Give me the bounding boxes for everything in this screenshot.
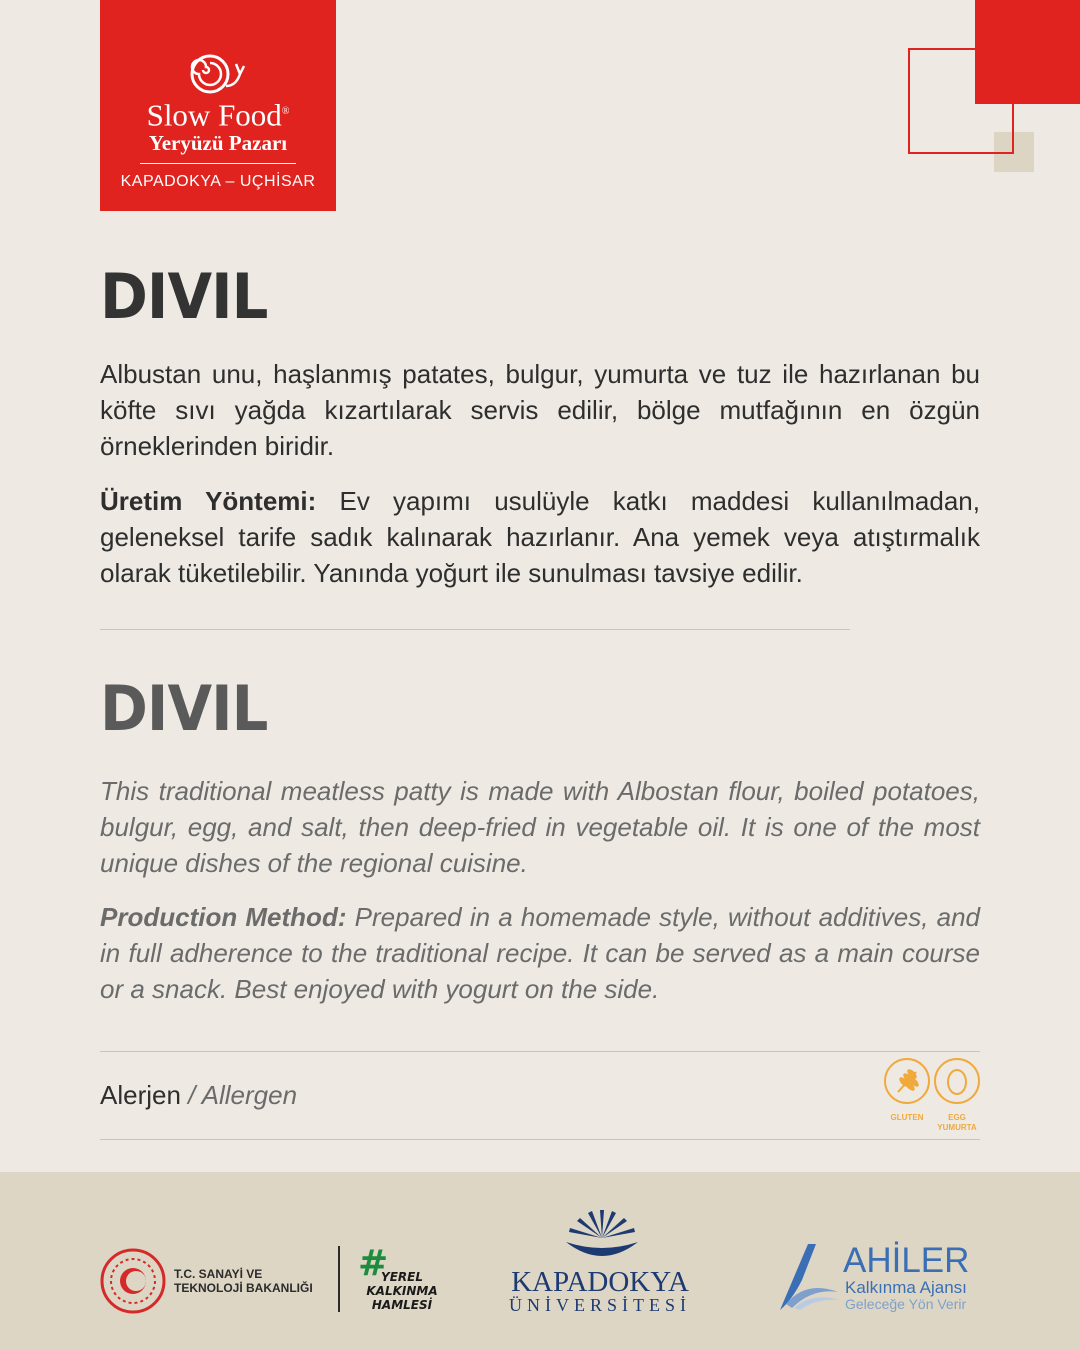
method-text-english: Prepared in a homemade style, without additives, and in full adherence to the traditional recipe. It can be served as a main course or a snack. Best enjoyed with yogurt on the side. xyxy=(100,902,980,1004)
method-label-turkish: Üretim Yöntemi: xyxy=(100,486,317,516)
agency-subtitle: Kalkınma Ajansı xyxy=(845,1278,967,1297)
egg-icon xyxy=(934,1058,980,1104)
description-english: This traditional meatless patty is made with Albostan flour, boiled potatoes, bulgur, egg, and salt, then deep-fried in vegetable oil. It is one of the most unique dishes of the regional cuisine. xyxy=(100,776,980,878)
agency-name: AHİLER xyxy=(843,1241,970,1280)
method-text-turkish: Ev yapımı usulüyle katkı maddesi kullanılmadan, geleneksel tarife sadık kalınarak hazırlanır. Ana yemek veya atıştırmalık olarak tüketilebilir. Yanında yoğurt ile sunulması tavsiye edilir. xyxy=(100,486,980,588)
description-turkish: Albustan unu, haşlanmış patates, bulgur, yumurta ve tuz ile hazırlanan bu köfte sıvı yağda kızartılarak servis edilir, bölge mutfağının en özgün örneklerinden biridir. xyxy=(100,359,980,461)
title-english: DIVIL xyxy=(100,672,268,745)
logo-divider xyxy=(140,163,296,164)
wheat-icon xyxy=(884,1058,930,1104)
brand-name: Slow Food® xyxy=(146,97,290,133)
ministry-name: T.C. SANAYİ VE TEKNOLOJİ BAKANLIĞI xyxy=(174,1267,313,1295)
ministry-seal-icon xyxy=(100,1248,166,1314)
brand-location: KAPADOKYA – UÇHİSAR xyxy=(120,173,316,190)
method-turkish xyxy=(100,483,980,591)
allergen-divider-bottom xyxy=(100,1139,980,1140)
campaign-name: YEREL KALKINMA HAMLESİ xyxy=(366,1270,438,1312)
slow-food-logo xyxy=(100,0,336,211)
allergen-caption-gluten: GLUTEN xyxy=(890,1113,924,1122)
snail-icon xyxy=(186,52,248,96)
university-subtitle: ÜNİVERSİTESİ xyxy=(509,1295,691,1315)
method-label-english: Production Method: xyxy=(100,902,347,932)
allergen-divider-top xyxy=(100,1051,980,1052)
decor-square-outline xyxy=(908,48,1014,154)
ahiler-logo-icon xyxy=(772,1240,842,1312)
agency-slogan: Geleceğe Yön Verir xyxy=(845,1296,967,1312)
brand-subtitle: Yeryüzü Pazarı xyxy=(148,131,288,155)
allergen-label: Alerjen / Allergen xyxy=(100,1080,298,1110)
section-divider xyxy=(100,629,850,630)
hashtag-icon: # xyxy=(358,1243,389,1284)
university-name: KAPADOKYA xyxy=(511,1266,689,1298)
allergen-caption-egg: EGG YUMURTA xyxy=(937,1113,977,1132)
university-emblem-icon xyxy=(564,1208,640,1268)
footer-divider xyxy=(338,1246,340,1312)
title-turkish: DIVIL xyxy=(100,260,268,333)
method-english xyxy=(100,899,980,1007)
